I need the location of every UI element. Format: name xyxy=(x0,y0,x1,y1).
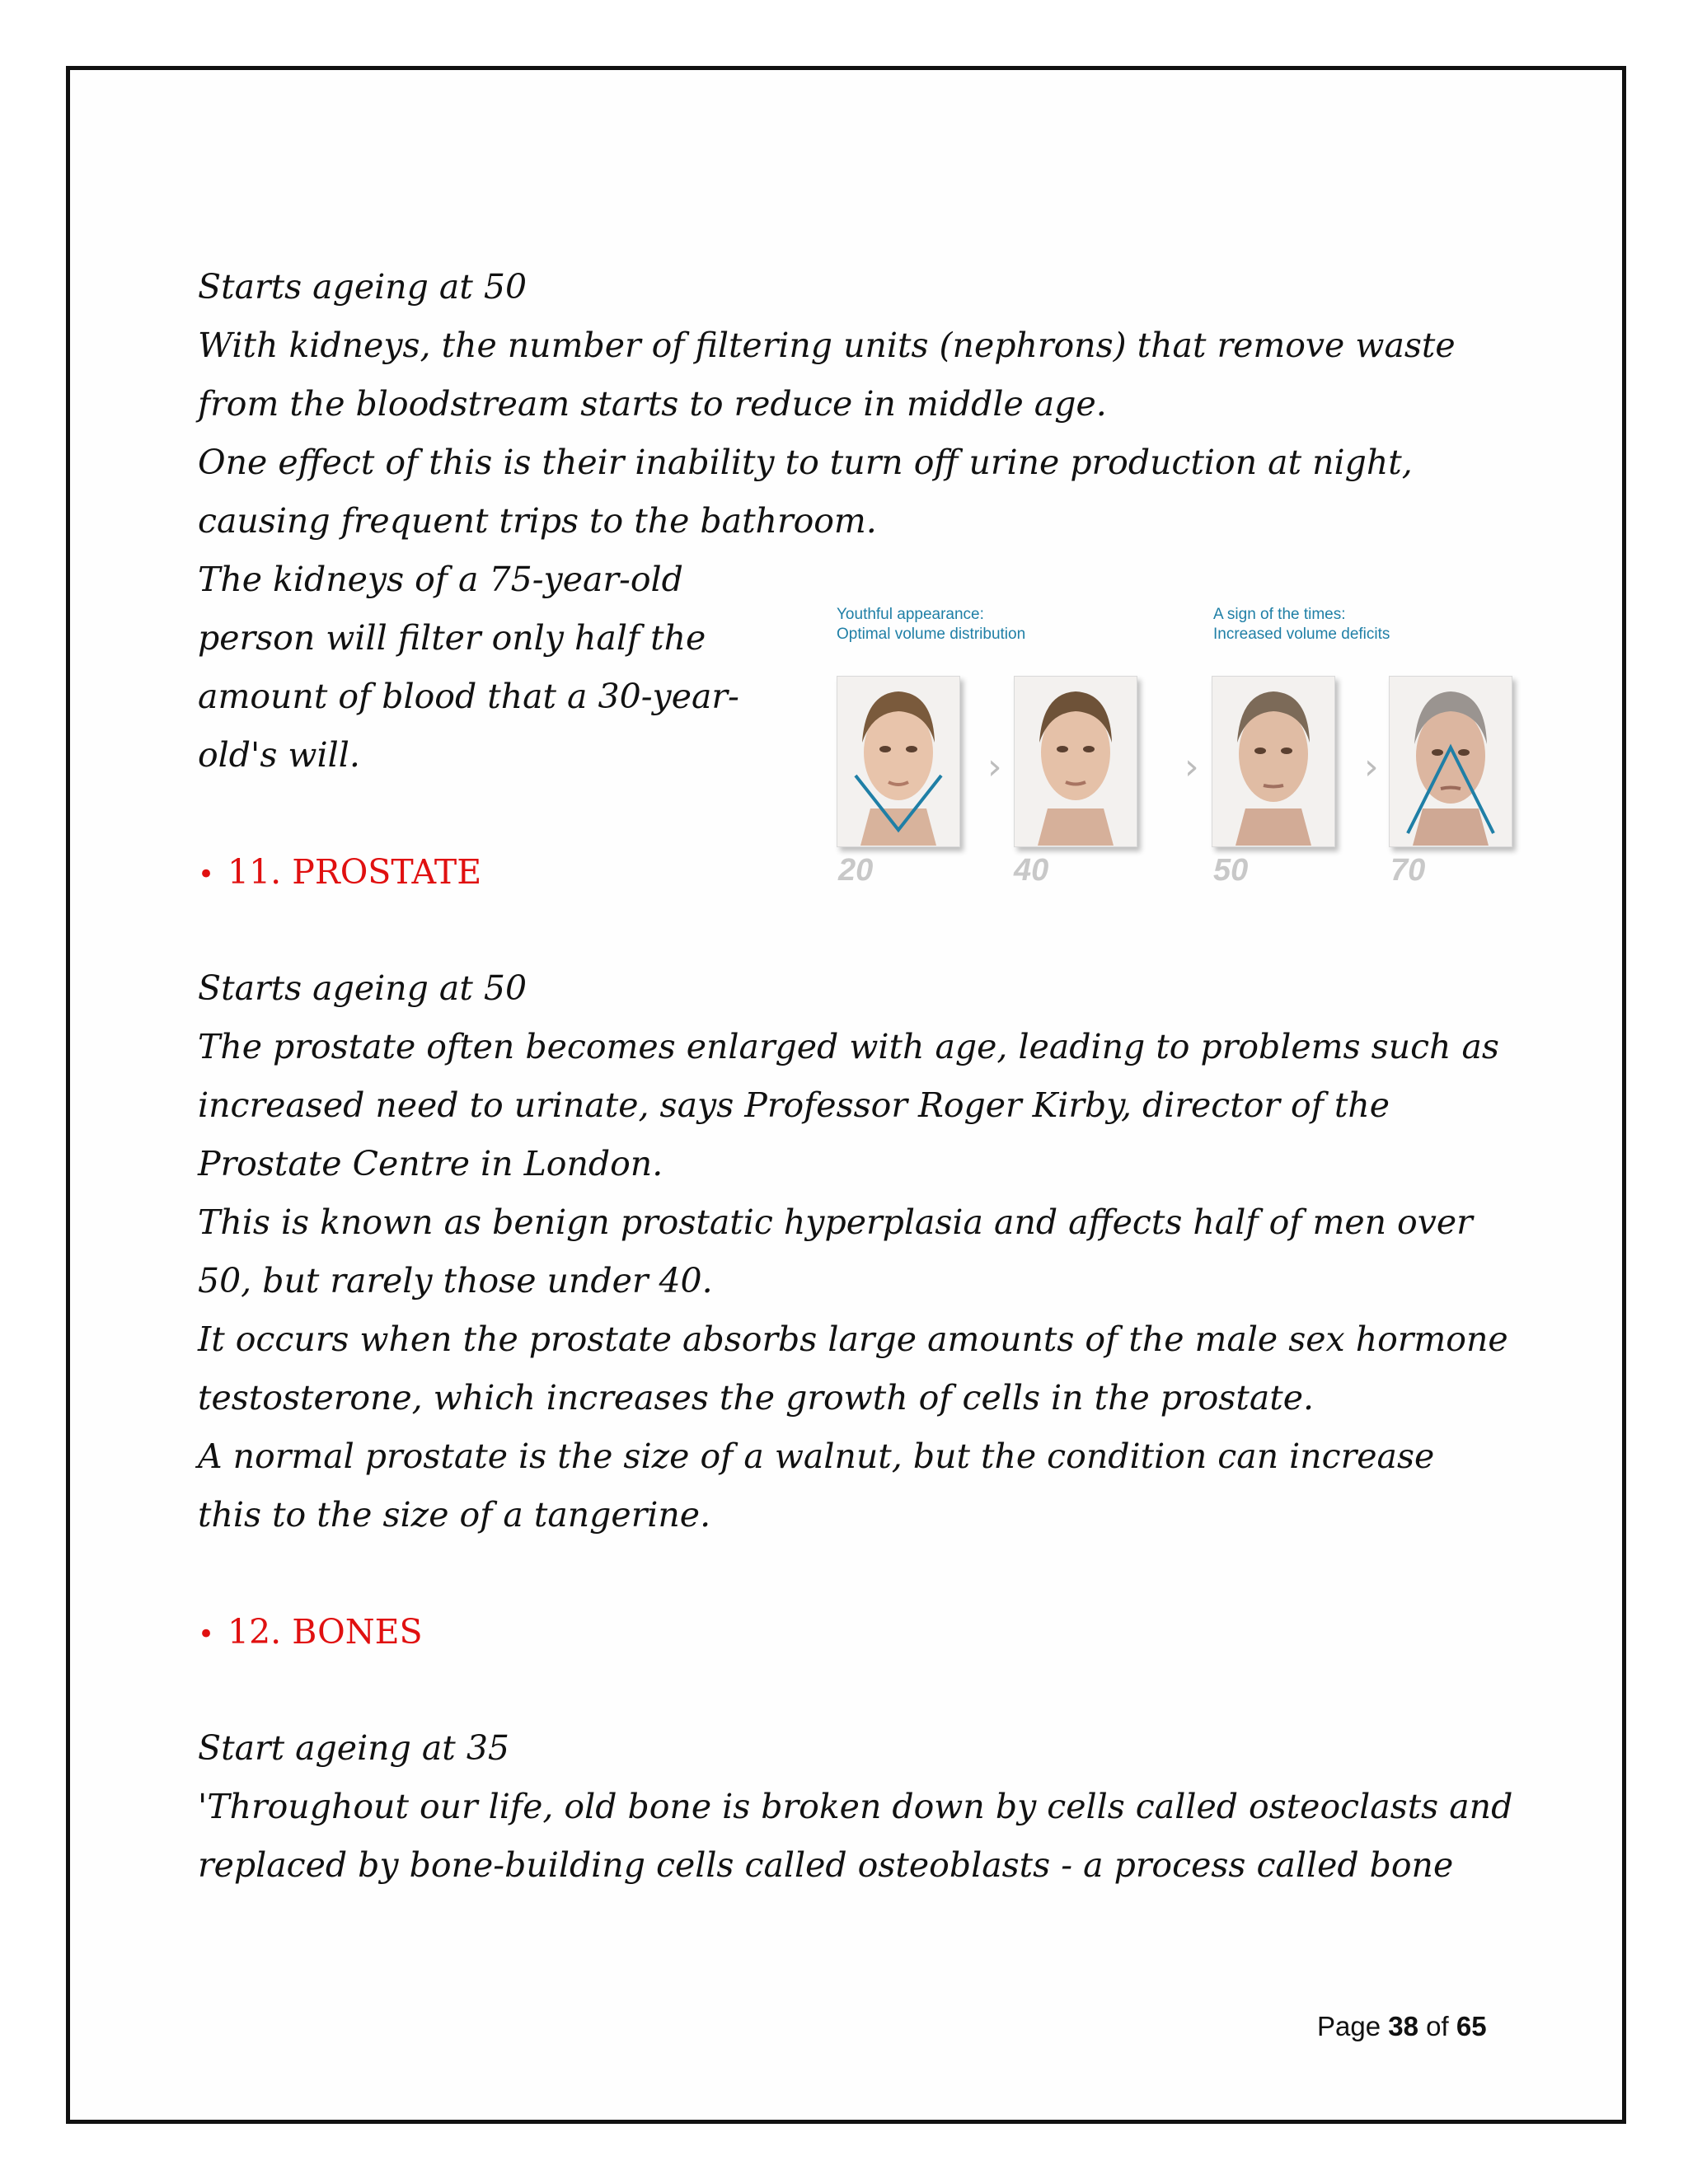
prostate-line: The prostate often becomes enlarged with age, leading to problems such as xyxy=(198,1027,1499,1066)
age-label: 50 xyxy=(1213,853,1249,888)
kidneys-line: from the bloodstream starts to reduce in middle age. xyxy=(198,384,1107,424)
chevron-right-icon: › xyxy=(987,746,1002,788)
kidneys-line: With kidneys, the number of filtering units (nephrons) that remove waste xyxy=(198,326,1456,365)
prostate-heading xyxy=(198,843,481,904)
caption-youthful-subtitle: Optimal volume distribution xyxy=(837,626,1026,643)
kidneys-line: One effect of this is their inability to turn off urine production at night, xyxy=(198,443,1413,482)
kidneys-line: causing frequent trips to the bathroom. xyxy=(198,501,877,541)
caption-sign-of-times xyxy=(1213,605,1390,644)
bones-line: 'Throughout our life, old bone is broken down by cells called osteoclasts and xyxy=(198,1787,1513,1826)
age-label: 70 xyxy=(1390,853,1426,888)
face-portrait-70 xyxy=(1389,676,1512,847)
age-label: 40 xyxy=(1014,853,1049,888)
caption-sign-subtitle: Increased volume deficits xyxy=(1213,626,1390,643)
bones-heading xyxy=(198,1603,423,1664)
kidneys-line: amount of blood that a 30-year- xyxy=(198,677,739,716)
face-portrait-20 xyxy=(837,676,960,847)
face-portrait-50 xyxy=(1212,676,1335,847)
bones-heading-text: 12. BONES xyxy=(227,1612,423,1652)
page-current: 38 xyxy=(1388,2011,1418,2041)
prostate-subhead: Starts ageing at 50 xyxy=(198,968,528,1008)
bullet-icon: • xyxy=(198,858,215,891)
prostate-line: A normal prostate is the size of a walnut, but the condition can increase xyxy=(198,1436,1435,1476)
prostate-line: testosterone, which increases the growth of cells in the prostate. xyxy=(198,1378,1315,1418)
prostate-line: Prostate Centre in London. xyxy=(198,1144,663,1183)
prostate-line: It occurs when the prostate absorbs large amounts of the male sex hormone xyxy=(198,1319,1508,1359)
age-label: 20 xyxy=(838,853,874,888)
caption-youthful-title: Youthful appearance: xyxy=(837,606,984,623)
kidneys-line: old's will. xyxy=(198,735,360,775)
page-number xyxy=(1317,2011,1487,2042)
chevron-right-icon: › xyxy=(1364,746,1379,788)
page-total: 65 xyxy=(1456,2011,1487,2041)
caption-youthful xyxy=(837,605,1025,644)
prostate-line: 50, but rarely those under 40. xyxy=(198,1261,713,1301)
kidneys-line: The kidneys of a 75-year-old xyxy=(198,560,683,599)
kidneys-line: person will filter only half the xyxy=(198,618,706,658)
prostate-line: This is known as benign prostatic hyperplasia and affects half of men over xyxy=(198,1202,1473,1242)
prostate-line: this to the size of a tangerine. xyxy=(198,1495,711,1535)
prostate-line: increased need to urinate, says Professor Roger Kirby, director of the xyxy=(198,1085,1390,1125)
chevron-right-icon: › xyxy=(1184,746,1199,788)
face-portrait-40 xyxy=(1014,676,1137,847)
bones-subhead: Start ageing at 35 xyxy=(198,1728,509,1768)
caption-sign-title: A sign of the times: xyxy=(1213,606,1346,623)
kidneys-subhead: Starts ageing at 50 xyxy=(198,267,528,307)
page-prefix: Page xyxy=(1317,2011,1381,2041)
bones-line: replaced by bone-building cells called osteoblasts - a process called bone xyxy=(198,1845,1454,1885)
facial-ageing-figure xyxy=(828,593,1537,898)
prostate-heading-text: 11. PROSTATE xyxy=(227,852,482,892)
bullet-icon: • xyxy=(198,1618,215,1651)
page-of: of xyxy=(1426,2011,1449,2041)
